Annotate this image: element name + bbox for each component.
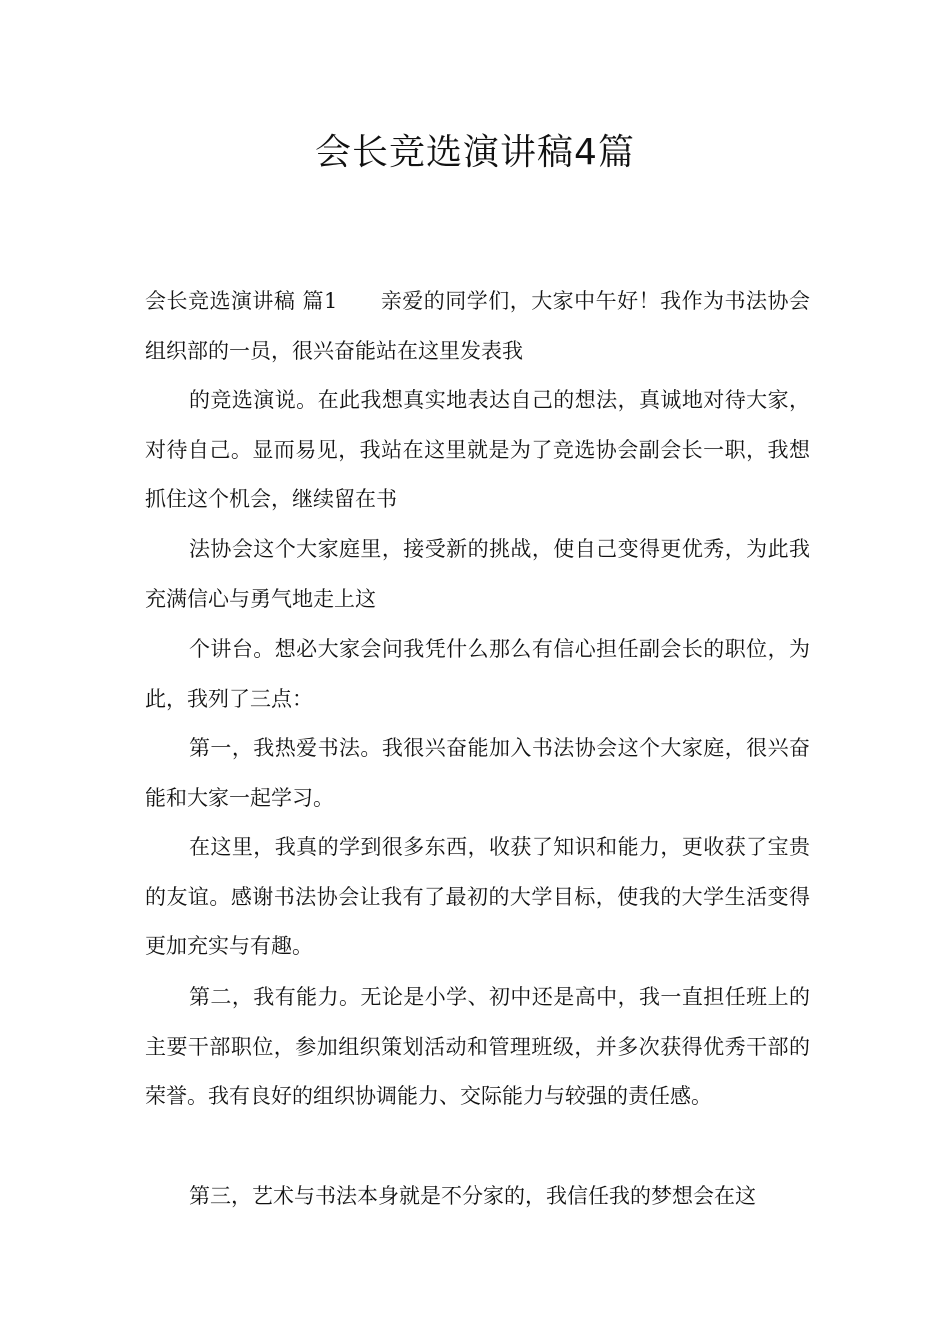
paragraph-5: 第一，我热爱书法。我很兴奋能加入书法协会这个大家庭，很兴奋能和大家一起学习。 xyxy=(145,736,810,810)
paragraph-3: 法协会这个大家庭里，接受新的挑战，使自己变得更优秀，为此我充满信心与勇气地走上这 xyxy=(145,537,810,611)
paragraph-7: 第二，我有能力。无论是小学、初中还是高中，我一直担任班上的主要干部职位，参加组织策划活动和管理班级，并多次获得优秀干部的荣誉。我有良好的组织协调能力、交际能力与较强的责任感。 xyxy=(145,985,810,1108)
paragraph-6: 在这里，我真的学到很多东西，收获了知识和能力，更收获了宝贵的友谊。感谢书法协会让我有了最初的大学目标，使我的大学生活变得更加充实与有趣。 xyxy=(145,835,810,958)
paragraph-1: 会长竞选演讲稿 篇1 亲爱的同学们，大家中午好！我作为书法协会组织部的一员，很兴奋能站在这里发表我 xyxy=(145,289,810,363)
document-title: 会长竞选演讲稿4篇 xyxy=(315,132,635,173)
paragraph-2: 的竞选演说。在此我想真实地表达自己的想法，真诚地对待大家，对待自己。显而易见，我站在这里就是为了竞选协会副会长一职，我想抓住这个机会，继续留在书 xyxy=(145,388,810,511)
paragraph-4: 个讲台。想必大家会问我凭什么那么有信心担任副会长的职位，为此，我列了三点： xyxy=(145,637,810,711)
paragraph-8: 第三，艺术与书法本身就是不分家的，我信任我的梦想会在这 xyxy=(189,1184,756,1208)
